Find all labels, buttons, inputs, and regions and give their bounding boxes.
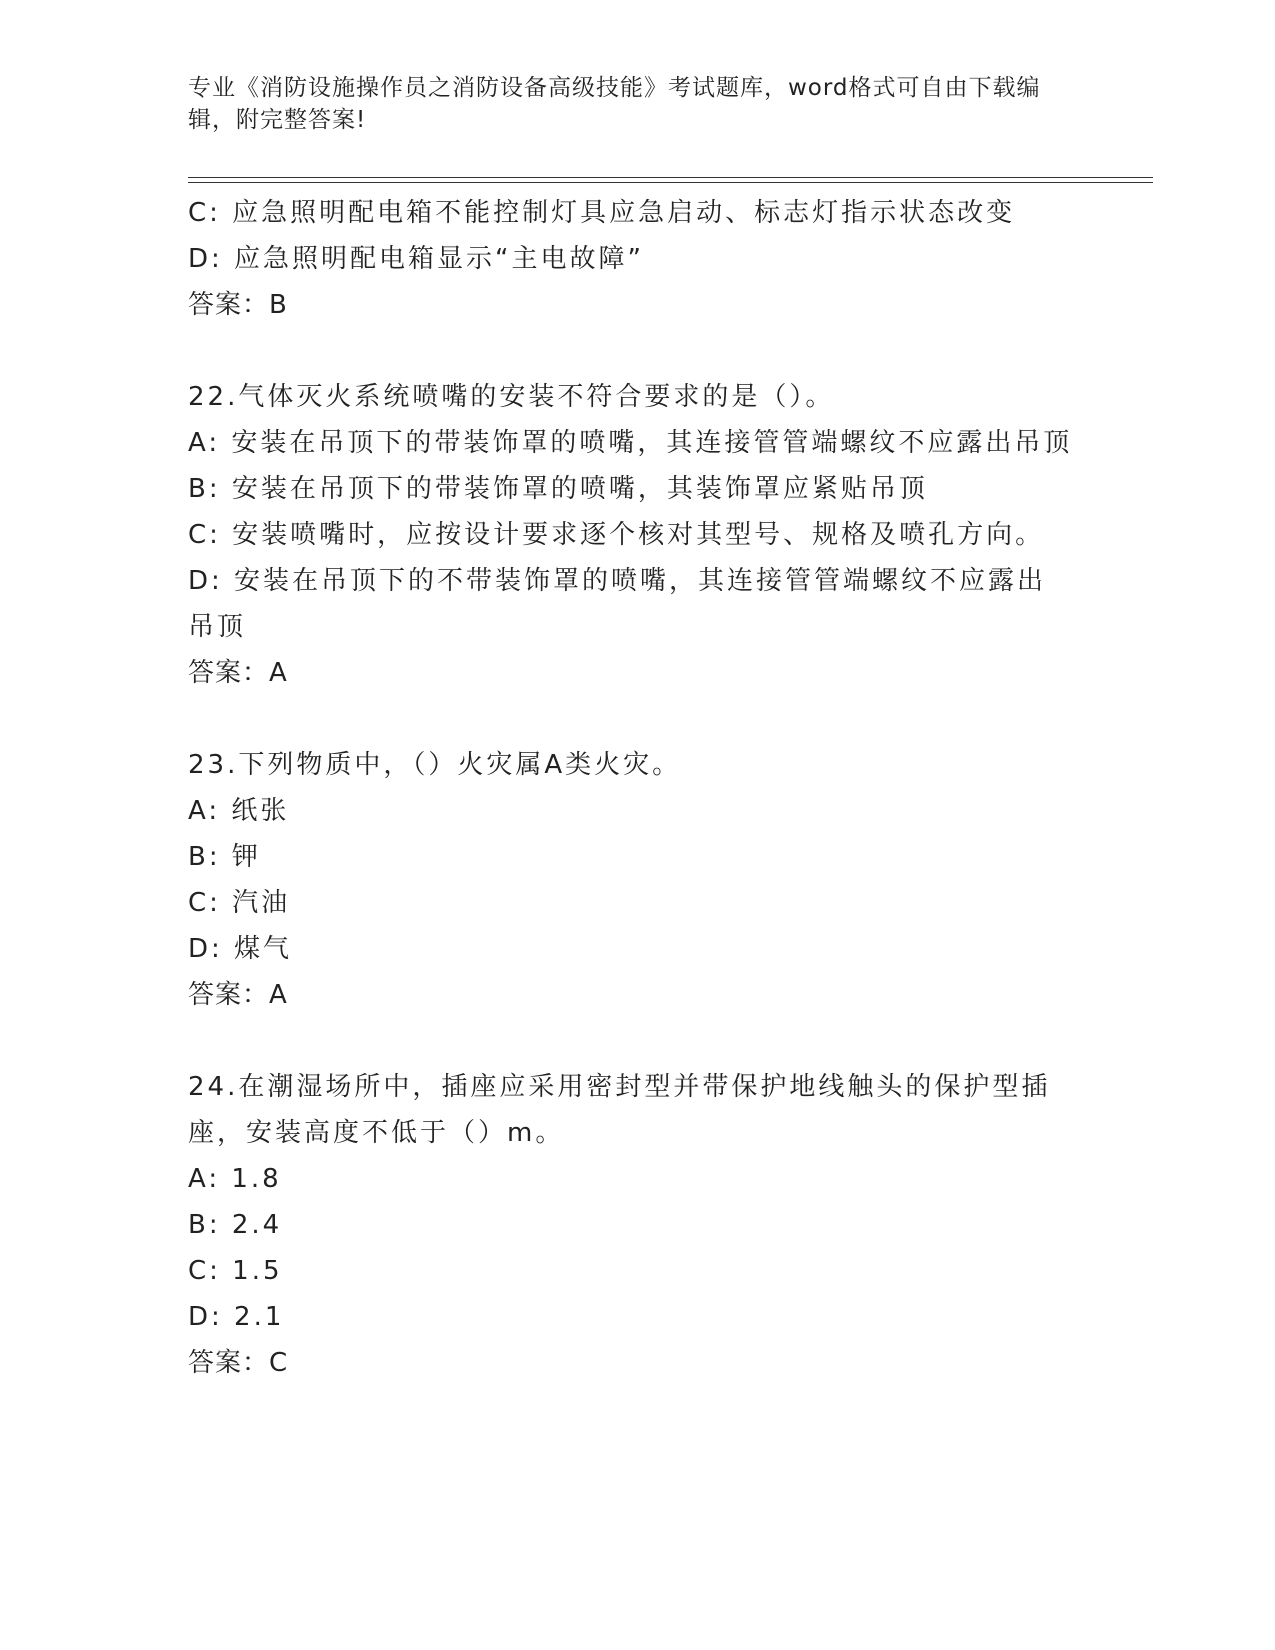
option-c: C: 应急照明配电箱不能控制灯具应急启动、标志灯指示状态改变 [188, 198, 1016, 228]
option-a: A: 安装在吊顶下的带装饰罩的喷嘴，其连接管管端螺纹不应露出吊顶 [188, 428, 1073, 458]
spacer [188, 1018, 1088, 1064]
option-c: C: 安装喷嘴时，应按设计要求逐个核对其型号、规格及喷孔方向。 [188, 520, 1045, 550]
question-stem: 23.下列物质中，（）火灾属A类火灾。 [188, 750, 682, 780]
option-d: D: 2.1 [188, 1302, 285, 1332]
question-stem: 22.气体灭火系统喷嘴的安装不符合要求的是（）。 [188, 382, 835, 412]
option-c: C: 汽油 [188, 888, 291, 918]
option-d: D: 安装在吊顶下的不带装饰罩的喷嘴，其连接管管端螺纹不应露出吊顶 [188, 566, 1047, 642]
answer-line: 答案：C [188, 1348, 289, 1378]
document-header-intro: 专业《消防设施操作员之消防设备高级技能》考试题库，word格式可自由下载编辑，附完整答案! [188, 75, 1041, 133]
header-divider-top [188, 177, 1153, 178]
spacer [188, 696, 1088, 742]
option-c: C: 1.5 [188, 1256, 283, 1286]
question-23 [188, 742, 1088, 1018]
option-d: D: 应急照明配电箱显示“主电故障” [188, 244, 644, 274]
option-d: D: 煤气 [188, 934, 293, 964]
option-b: B: 安装在吊顶下的带装饰罩的喷嘴，其装饰罩应紧贴吊顶 [188, 474, 928, 504]
option-a: A: 1.8 [188, 1164, 282, 1194]
option-b: B: 2.4 [188, 1210, 283, 1240]
option-a: A: 纸张 [188, 796, 290, 826]
carry-over-question [188, 190, 1088, 328]
answer-line: 答案：B [188, 290, 288, 320]
question-content [188, 190, 1088, 1386]
spacer [188, 328, 1088, 374]
question-24 [188, 1064, 1088, 1386]
answer-line: 答案：A [188, 658, 288, 688]
option-b: B: 钾 [188, 842, 261, 872]
question-stem: 24.在潮湿场所中，插座应采用密封型并带保护地线触头的保护型插座，安装高度不低于（）m。 [188, 1072, 1051, 1148]
answer-line: 答案：A [188, 980, 288, 1010]
header-divider-bottom [188, 182, 1153, 183]
question-22 [188, 374, 1088, 696]
